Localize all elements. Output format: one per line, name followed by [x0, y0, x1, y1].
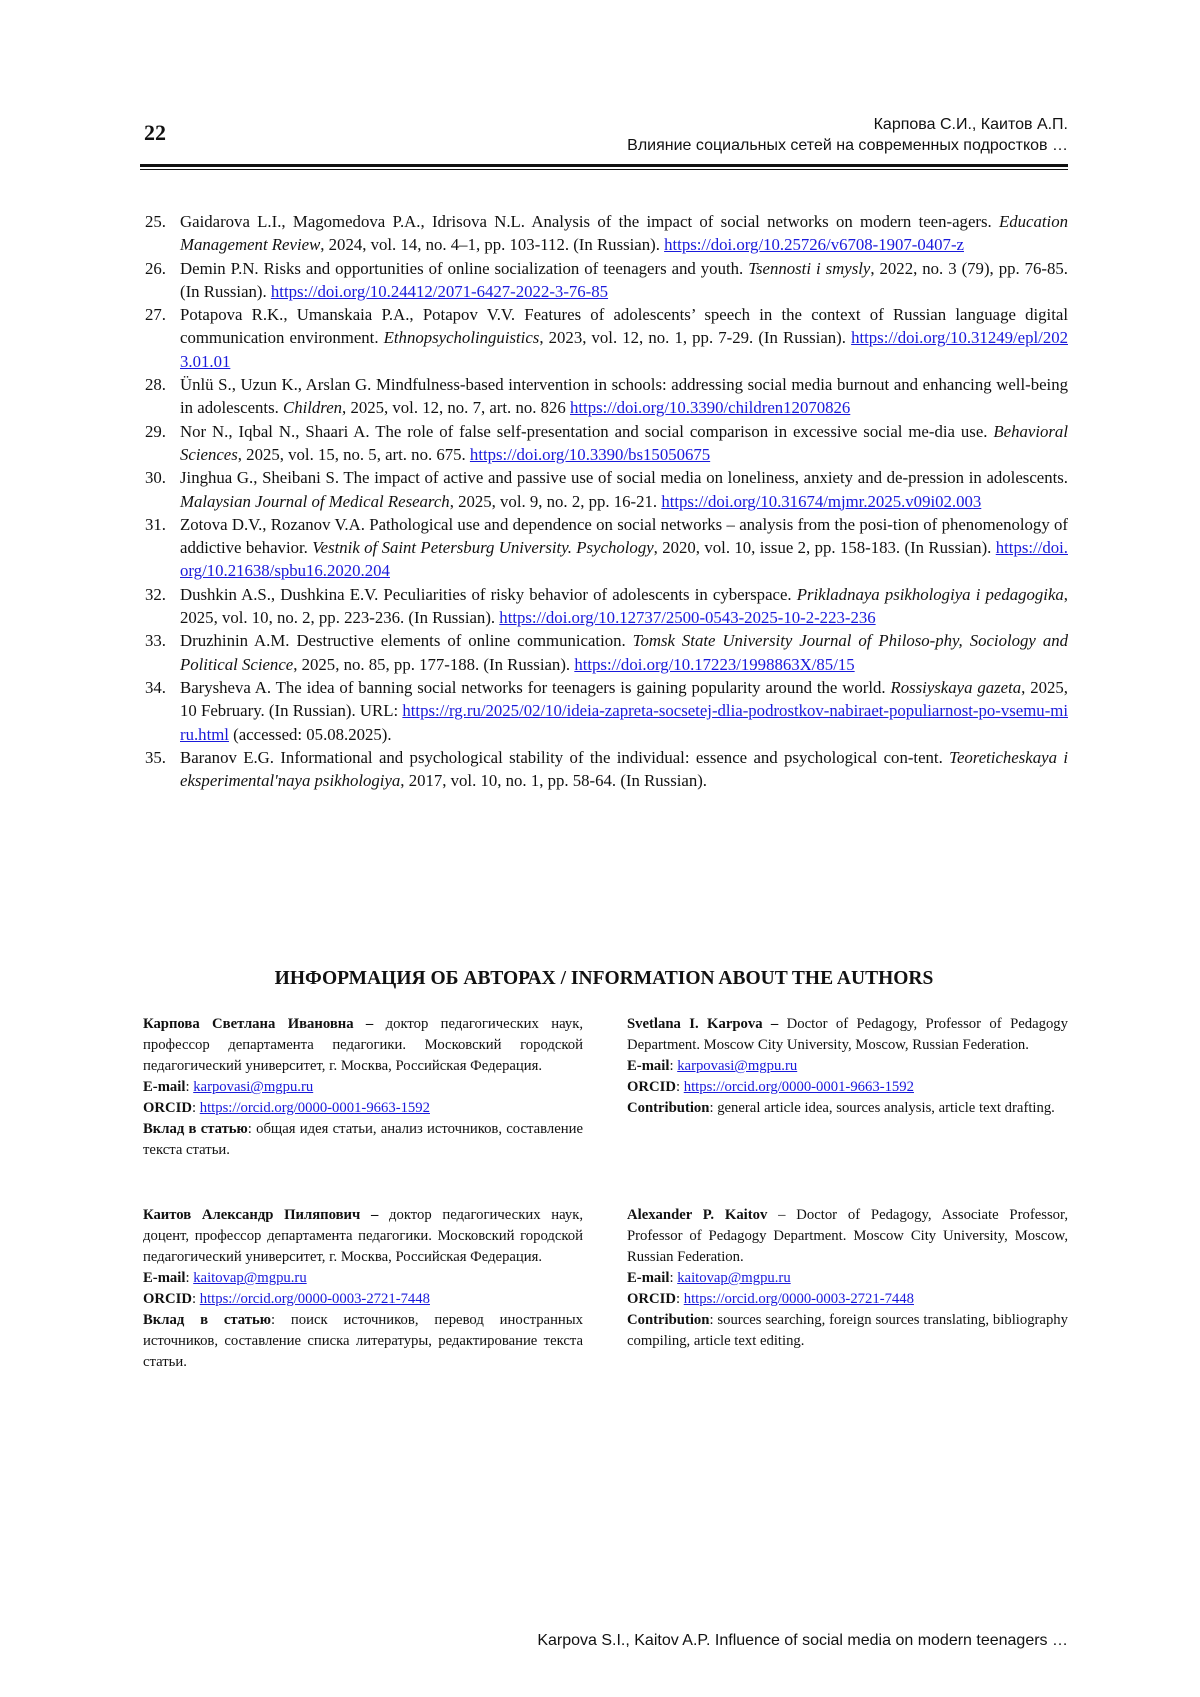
reference-authors-title: Demin P.N. Risks and opportunities of online socialization of teenagers and youth. — [180, 258, 749, 278]
contribution-label: Вклад в статью — [143, 1121, 248, 1137]
author-name: Svetlana I. Karpova – — [627, 1016, 779, 1032]
reference-item — [140, 210, 1068, 257]
reference-list — [140, 210, 1068, 792]
reference-journal: Tsennosti i smysly — [748, 258, 871, 278]
reference-journal: Rossiyskaya gazeta — [890, 677, 1022, 697]
reference-accessed-note: (accessed: 05.08.2025). — [228, 724, 392, 744]
orcid-label: ORCID — [143, 1291, 192, 1307]
reference-journal: Malaysian Journal of Medical Research — [180, 491, 450, 511]
reference-details: , 2025, vol. 9, no. 2, pp. 16-21. — [449, 491, 662, 511]
orcid-link[interactable]: https://orcid.org/0000-0003-2721-7448 — [683, 1291, 914, 1307]
reference-doi-link[interactable]: https://doi.org/10.17223/1998863X/85/15 — [574, 654, 855, 674]
reference-authors-title: Nor N., Iqbal N., Shaari A. The role of false self-presentation and social comparison in excessive social me-dia use. — [180, 421, 994, 441]
reference-doi-link[interactable]: https://rg.ru/2025/02/10/ideia-zapreta-socsetej-dlia-podrostkov-nabiraet-populiarnost-po-vsemu-miru.html — [180, 701, 1068, 744]
reference-journal: Vestnik of Saint Petersburg University. Psychology — [312, 538, 654, 558]
reference-doi-link[interactable]: https://doi.org/10.3390/children12070826 — [569, 398, 851, 418]
reference-journal: Education Management Review — [180, 212, 1068, 255]
author-name: Карпова Светлана Ивановна – — [143, 1016, 374, 1032]
running-header — [140, 108, 1068, 166]
author-bio: Doctor of Pedagogy, Professor of Pedagogy Department. Moscow City University, Moscow, Russian Federation. — [627, 1016, 1068, 1053]
page-footer: Karpova S.I., Kaitov A.P. Influence of social media on modern teenagers … — [537, 1632, 1068, 1649]
reference-number: 29. — [145, 421, 166, 441]
author-bio: доктор педагогических наук, доцент, профессор департамента педагогики. Московский городской педагогический университет, г. Москва, Российская Федерация. — [143, 1207, 584, 1265]
reference-item — [140, 420, 1068, 467]
reference-item — [140, 513, 1068, 583]
reference-number: 26. — [145, 258, 166, 278]
reference-journal: Prikladnaya psikhologiya i pedagogika — [796, 584, 1064, 604]
reference-number: 35. — [145, 747, 166, 767]
header-rule-thin — [140, 169, 1068, 170]
reference-number: 34. — [145, 677, 166, 697]
reference-number: 32. — [145, 584, 166, 604]
contribution-text: : general article idea, sources analysis, article text drafting. — [709, 1100, 1055, 1116]
reference-number: 30. — [145, 468, 166, 488]
reference-details: , 2020, vol. 10, issue 2, pp. 158-183. (In Russian). — [653, 538, 996, 558]
email-link[interactable]: kaitovap@mgpu.ru — [193, 1270, 307, 1286]
author-bio: – Doctor of Pedagogy, Associate Professor, Professor of Pedagogy Department. Moscow City University, Moscow, Russian Federation. — [627, 1207, 1068, 1265]
reference-authors-title: Baranov E.G. Informational and psychological stability of the individual: essence and psychological con-tent. — [180, 747, 950, 767]
contribution-text: : sources searching, foreign sources translating, bibliography compiling, article text editing. — [627, 1312, 1068, 1349]
reference-doi-link[interactable]: https://doi.org/10.24412/2071-6427-2022-3-76-85 — [270, 281, 609, 301]
reference-doi-link[interactable]: https://doi.org/10.25726/v6708-1907-0407-z — [664, 235, 964, 255]
reference-doi-link[interactable]: https://doi.org/10.21638/spbu16.2020.204 — [180, 538, 1068, 581]
author-name: Alexander P. Kaitov — [627, 1207, 768, 1223]
contribution-label: Contribution — [627, 1312, 710, 1328]
email-label: E-mail — [143, 1079, 186, 1095]
reference-authors-title: Gaidarova L.I., Magomedova P.A., Idrisova N.L. Analysis of the impact of social networks on modern teen-agers. — [180, 212, 1000, 231]
page-number: 22 — [144, 120, 166, 145]
orcid-label: ORCID — [143, 1100, 192, 1116]
reference-item — [140, 676, 1068, 746]
reference-item — [140, 583, 1068, 630]
header-rule-thick — [140, 164, 1068, 167]
reference-authors-title: Potapova R.K., Umanskaia P.A., Potapov V.V. Features of adolescents’ speech in the context of Russian language digital communication environment. — [180, 305, 1068, 348]
author-name: Каитов Александр Пиляпович – — [143, 1207, 379, 1223]
reference-number: 31. — [145, 514, 166, 534]
contribution-text: : общая идея статьи, анализ источников, составление текста статьи. — [143, 1121, 583, 1158]
reference-journal: Ethnopsycholinguistics — [383, 328, 540, 348]
reference-authors-title: Zotova D.V., Rozanov V.A. Pathological use and dependence on social networks – analysis from the posi-tion of phenomenology of addictive behavior. — [180, 514, 1068, 558]
email-link[interactable]: karpovasi@mgpu.ru — [677, 1058, 798, 1074]
reference-number: 25. — [145, 212, 166, 231]
reference-authors-title: Dushkin A.S., Dushkina E.V. Peculiarities of risky behavior of adolescents in cyberspace. — [180, 584, 797, 604]
orcid-label: ORCID — [627, 1291, 676, 1307]
author-en-karpova: Svetlana I. Karpova – Doctor of Pedagogy, Professor of Pedagogy Department. Moscow City University, Moscow, Russian Federation. E-mail: karpovasi@mgpu.ru ORCID: https://orcid.org/0000-0001-9663-1592 Contribution: general article idea, sources analysis, article text drafting. — [627, 1016, 1068, 1116]
reference-journal: Teoreticheskaya i eksperimental'naya psikhologiya — [180, 747, 1068, 791]
reference-item — [140, 466, 1068, 513]
reference-details: , 2025, vol. 12, no. 7, art. no. 826 — [342, 398, 570, 418]
reference-doi-link[interactable]: https://doi.org/10.31249/epl/2023.01.01 — [180, 328, 1068, 371]
email-link[interactable]: karpovasi@mgpu.ru — [193, 1079, 314, 1095]
reference-journal: Tomsk State University Journal of Philoso-phy, Sociology and Political Science — [180, 631, 1068, 674]
orcid-link[interactable]: https://orcid.org/0000-0003-2721-7448 — [199, 1291, 430, 1307]
reference-item — [140, 303, 1068, 373]
reference-number: 27. — [145, 305, 166, 325]
email-label: E-mail — [143, 1270, 186, 1286]
reference-details: , 2025, no. 85, pp. 177-188. (In Russian). — [293, 654, 575, 674]
contribution-text: : поиск источников, перевод иностранных источников, составление списка литературы, редактирование текста статьи. — [143, 1312, 583, 1370]
running-authors: Карпова С.И., Каитов А.П. — [873, 116, 1068, 133]
authors-section-title: ИНФОРМАЦИЯ ОБ АВТОРАХ / INFORMATION ABOUT THE AUTHORS — [274, 968, 934, 989]
reference-details: , 2025, 10 February. (In Russian). URL: — [180, 677, 1068, 721]
running-article-title: Влияние социальных сетей на современных подростков … — [627, 137, 1068, 154]
reference-authors-title: Jinghua G., Sheibani S. The impact of active and passive use of social media on loneliness, anxiety and de-pression in adolescents. — [180, 468, 1068, 488]
reference-details: , 2025, vol. 10, no. 2, pp. 223-236. (In Russian). — [180, 584, 1068, 628]
contribution-label: Contribution — [627, 1100, 710, 1116]
orcid-label: ORCID — [627, 1079, 676, 1095]
reference-authors-title: Druzhinin A.M. Destructive elements of online communication. — [180, 631, 633, 651]
email-label: E-mail — [627, 1058, 670, 1074]
author-ru-karpova: Карпова Светлана Ивановна – доктор педагогических наук, профессор департамента педагогики. Московский городской педагогический университет, г. Москва, Российская Федерация. E-mail: karpovasi@mgpu.ru ORCID: https://orcid.org/0000-0001-9663-1592 Вклад в статью: общая идея статьи, анализ источников, составление текста статьи. — [143, 1016, 584, 1158]
reference-item — [140, 257, 1068, 304]
contribution-label: Вклад в статью — [143, 1312, 271, 1328]
email-link[interactable]: kaitovap@mgpu.ru — [677, 1270, 791, 1286]
reference-number: 28. — [145, 375, 166, 395]
reference-details: , 2023, vol. 12, no. 1, pp. 7-29. (In Russian). — [539, 328, 852, 348]
reference-item — [140, 746, 1068, 793]
author-bio: доктор педагогических наук, профессор департамента педагогики. Московский городской педагогический университет, г. Москва, Российская Федерация. — [143, 1016, 584, 1074]
reference-item — [140, 629, 1068, 676]
reference-doi-link[interactable]: https://doi.org/10.12737/2500-0543-2025-10-2-223-236 — [499, 608, 876, 628]
running-title — [627, 114, 1068, 156]
author-ru-kaitov: Каитов Александр Пиляпович – доктор педагогических наук, доцент, профессор департамента педагогики. Московский городской педагогический университет, г. Москва, Российская Федерация. E-mail: kaitovap@mgpu.ru ORCID: https://orcid.org/0000-0003-2721-7448 Вклад в статью: поиск источников, перевод иностранных источников, составление списка литературы, редактирование текста статьи. — [143, 1207, 584, 1370]
reference-details: , 2022, no. 3 (79), pp. 76-85. (In Russian). — [180, 258, 1068, 301]
reference-item — [140, 373, 1068, 420]
reference-authors-title: Ünlü S., Uzun K., Arslan G. Mindfulness-based intervention in schools: addressing social media burnout and enhancing well-being in adolescents. — [180, 375, 1068, 418]
reference-doi-link[interactable]: https://doi.org/10.3390/bs15050675 — [469, 444, 711, 464]
reference-doi-link[interactable]: https://doi.org/10.31674/mjmr.2025.v09i02.003 — [661, 491, 982, 511]
orcid-link[interactable]: https://orcid.org/0000-0001-9663-1592 — [683, 1079, 914, 1095]
reference-authors-title: Barysheva A. The idea of banning social networks for teenagers is gaining popularity around the world. — [180, 677, 891, 697]
email-label: E-mail — [627, 1270, 670, 1286]
reference-details: , 2025, vol. 15, no. 5, art. no. 675. — [237, 444, 470, 464]
reference-journal: Children — [283, 398, 343, 418]
reference-details: , 2017, vol. 10, no. 1, pp. 58-64. (In Russian). — [400, 771, 708, 791]
reference-journal: Behavioral Sciences — [180, 421, 1068, 464]
reference-details: , 2024, vol. 14, no. 4–1, pp. 103-112. (In Russian). — [320, 235, 665, 255]
reference-number: 33. — [145, 631, 166, 651]
author-en-kaitov: Alexander P. Kaitov – Doctor of Pedagogy, Associate Professor, Professor of Pedagogy Department. Moscow City University, Moscow, Russian Federation. E-mail: kaitovap@mgpu.ru ORCID: https://orcid.org/0000-0003-2721-7448 Contribution: sources searching, foreign sources translating, bibliography compiling, article text editing. — [627, 1207, 1068, 1349]
orcid-link[interactable]: https://orcid.org/0000-0001-9663-1592 — [199, 1100, 430, 1116]
